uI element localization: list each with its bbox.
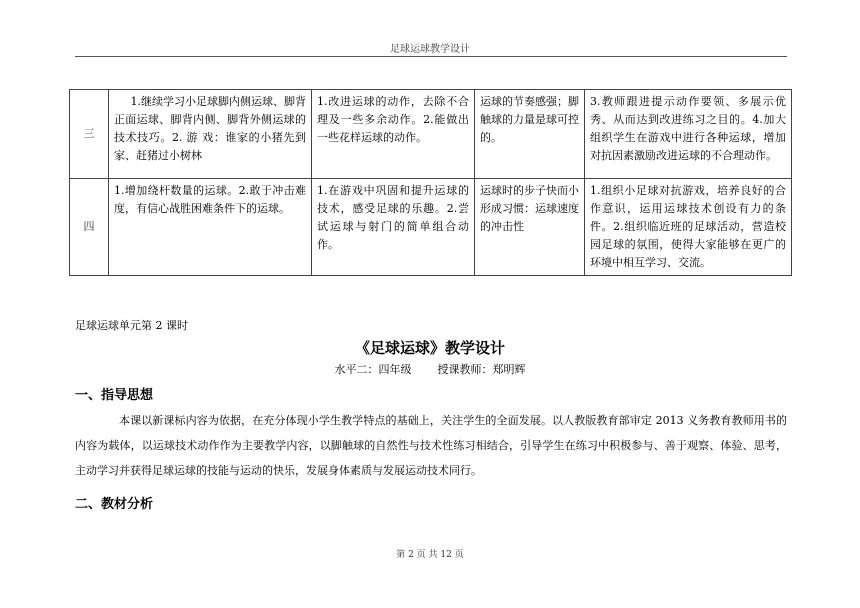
table-row [70, 90, 792, 179]
key-point-cell: 运球的节奏感强；脚触球的力量是球可控的。 [475, 90, 585, 179]
guiding-idea-paragraph: 本课以新课标内容为依据，在充分体现小学生教学特点的基础上，关注学生的全面发展。以人教版教育部审定 2013 义务教育教师用书的内容为载体，以运球技术动作作为主要教学内容，以脚触球的自然性与技术性练习相结合，引导学生在练习中积极参与、善于观察、体验、思考，主动学习并获得足球运球的技能与运动的快乐，发展身体素质与发展运动技术同行。 [75, 414, 787, 477]
lesson-number: 三 [70, 90, 109, 179]
section-heading-guiding-idea: 一、指导思想 [75, 388, 154, 403]
unit-plan-table [69, 89, 792, 276]
table-row [70, 179, 792, 276]
teaching-goal-cell: 1.改进运球的动作，去除不合理及一些多余动作。2.能做出一些花样运球的动作。 [312, 90, 475, 179]
document-title: 《足球运球》教学设计 [354, 339, 505, 357]
teaching-goal-cell: 1.在游戏中巩固和提升运球的技术，感受足球的乐趣。2.尝试运球与射门的简单组合动作。 [312, 179, 475, 276]
header-divider [75, 56, 787, 57]
lesson-subtitle: 足球运球单元第 2 课时 [75, 319, 188, 332]
page-footer: 第 2 页 共 12 页 [396, 550, 464, 560]
page-header: 足球运球教学设计 [390, 44, 470, 55]
lesson-number: 四 [70, 179, 109, 276]
section-heading-material-analysis: 二、教材分析 [75, 497, 154, 512]
lesson-meta [0, 361, 860, 377]
key-point-cell: 运球时的步子快而小形成习惯：运球速度的冲击性 [475, 179, 585, 276]
method-cell: 1.组织小足球对抗游戏，培养良好的合作意识，运用运球技术创设有力的条件。2.组织临近班的足球活动，营造校园足球的氛围，使得大家能够在更广的环境中相互学习、交流。 [585, 179, 792, 276]
teacher-name: 授课教师：郑明辉 [437, 363, 526, 376]
teaching-content-cell: 1.增加绕杆数量的运球。2.敢于冲击难度，有信心战胜困难条件下的运球。 [109, 179, 312, 276]
teaching-content-cell: 1.继续学习小足球脚内侧运球、脚背正面运球、脚背内侧、脚背外侧运球的技术技巧。2. 游 戏：谁家的小猪先到家、赶猪过小树林 [109, 90, 312, 179]
method-cell: 3.教师跟进提示动作要领、多展示优秀、从而达到改进练习之目的。4.加大组织学生在游戏中进行各种运球，增加对抗因素激励改进运球的不合理动作。 [585, 90, 792, 179]
grade-level: 水平二：四年级 [334, 363, 412, 376]
